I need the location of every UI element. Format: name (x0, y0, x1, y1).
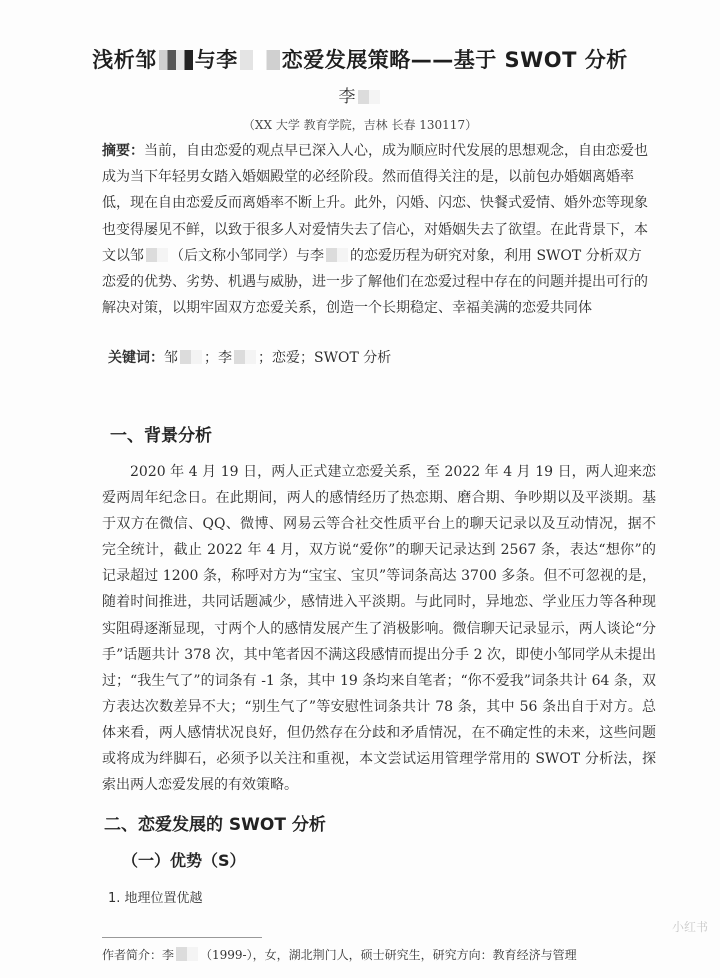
redacted-name-mosaic (240, 50, 280, 70)
redacted-name-mosaic (146, 248, 168, 262)
item-heading-location: 1. 地理位置优越 (108, 891, 203, 906)
abstract-text-2: （后文称小邹同学）与李 (170, 247, 324, 264)
redacted-name-mosaic (180, 350, 202, 364)
redacted-name-mosaic (159, 50, 193, 70)
author-line (0, 82, 720, 107)
author-footnote (102, 946, 577, 963)
keywords-part-1: 邹 (164, 350, 178, 366)
redacted-name-mosaic (358, 90, 380, 104)
abstract-text-1: 当前，自由恋爱的观点早已深入人心，成为顺应时代发展的思想观念，自由恋爱也成为当下年轻男女踏入婚姻殿堂的必经阶段。然而值得关注的是，以前包办婚姻离婚率低，现在自由恋爱反而离婚率不断上升。此外，闪婚、闪恋、快餐式爱情、婚外恋等现象也变得屡见不鲜，以致于很多人对爱情失去了信心，对婚姻失去了欲望。在此背景下，本文以邹 (102, 143, 648, 264)
abstract-label: 摘要： (102, 143, 144, 159)
redacted-name-mosaic (176, 947, 198, 961)
footnote-divider (102, 937, 262, 938)
footnote-label: 作者简介：李 (102, 948, 175, 962)
title-part-2: 与李 (194, 48, 238, 72)
author-name: 李 (338, 87, 356, 107)
redacted-name-mosaic (326, 248, 348, 262)
title-part-1: 浅析邹 (92, 48, 157, 72)
background-paragraph: 2020 年 4 月 19 日，两人正式建立恋爱关系，至 2022 年 4 月 19 日，两人迎来恋爱两周年纪念日。在此期间，两人的感情经历了热恋期、磨合期、争吵期以及平淡期。基于双方在微信、QQ、微博、网易云等合社交性质平台上的聊天记录以及互动情况，据不完全统计，截止 2022 年 4 月，双方说“爱你”的聊天记录达到 2567 条，表达“想你”的记录超过 1200 条，称呼对方为“宝宝、宝贝”等词条高达 3700 多条。但不可忽视的是，随着时间推进，共同话题减少，感情进入平淡期。与此同时，异地恋、学业压力等各种现实阻碍逐渐显现，寸两个人的感情发展产生了消极影响。微信聊天记录显示，两人谈论“分手”话题共计 378 次，其中笔者因不满这段感情而提出分手 2 次，即使小邹同学从未提出过；“我生气了”的词条有 ‐1 条，其中 19 条均来自笔者；“你不爱我”词条共计 64 条，双方表达次数差异不大；“别生气了”等安慰性词条共计 78 条，其中 56 条出自于对方。总体来看，两人感情状况良好，但仍然存在分歧和矛盾情况，在不确定性的未来，这些问题或将成为绊脚石，必须予以关注和重视，本文尝试运用管理学常用的 SWOT 分析法，探索出两人恋爱发展的有效策略。 (102, 464, 656, 794)
section-heading-swot: 二、恋爱发展的 SWOT 分析 (104, 815, 326, 835)
abstract-text-3: 的恋爱历程为研究对象，利用 SWOT 分析双方恋爱的优势、劣势、机遇与威胁，进一步了解他们在恋爱过程中存在的问题并提出可行的解决对策，以期牢固双方恋爱关系，创造一个长期稳定、幸福美满的恋爱共同体 (102, 247, 648, 317)
watermark: 小红书 (671, 920, 708, 934)
redacted-name-mosaic (234, 350, 256, 364)
section-heading-background: 一、背景分析 (110, 426, 212, 446)
title-part-3: 恋爱发展策略——基于 SWOT 分析 (281, 48, 628, 72)
keywords-line (108, 347, 391, 367)
keywords-part-2: ；李 (204, 350, 232, 366)
paper-title (0, 44, 720, 74)
footnote-text: （1999-），女，湖北荆门人，硕士研究生，研究方向：教育经济与管理 (200, 948, 577, 962)
keywords-label: 关键词： (108, 350, 164, 366)
keywords-part-3: ；恋爱；SWOT 分析 (258, 350, 392, 366)
affiliation: （XX 大学 教育学院，吉林 长春 130117） (242, 118, 478, 132)
abstract-paragraph (102, 138, 654, 321)
subsection-heading-strengths: （一）优势（S） (122, 851, 246, 870)
